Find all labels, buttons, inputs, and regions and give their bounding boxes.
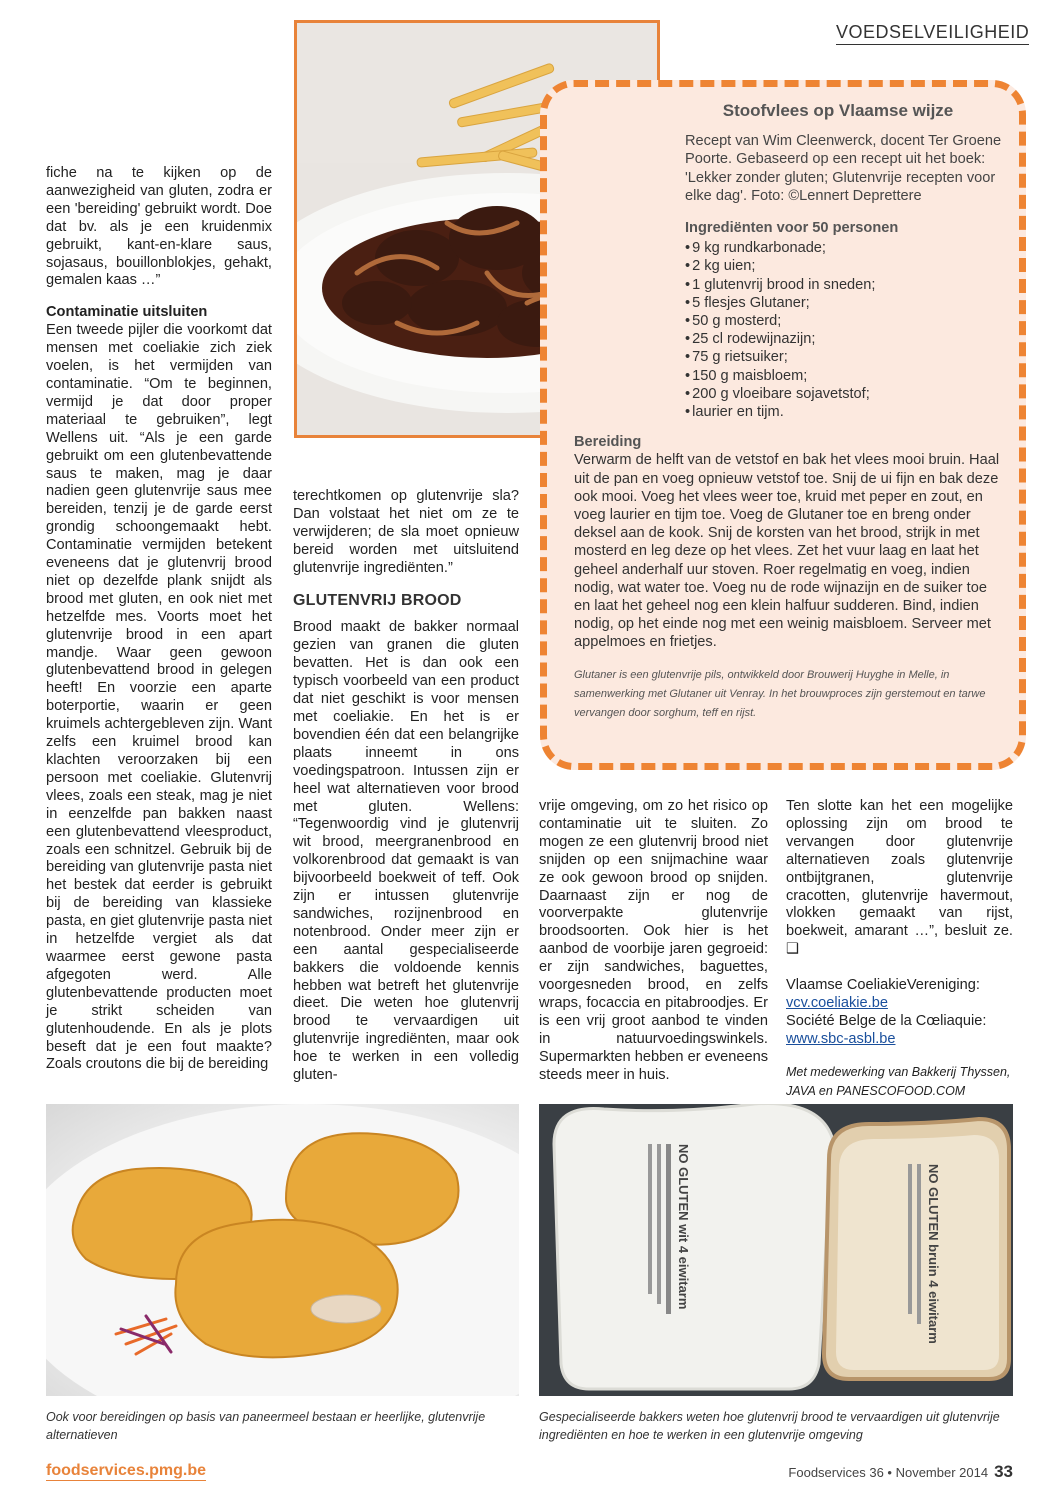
bread-label-right: NO GLUTEN bruin 4 eiwitarm (926, 1164, 941, 1344)
ingredient-item: • 25 cl rodewijnazijn; (685, 330, 1002, 348)
paragraph: Ten slotte kan het een mogelijke oplossing zijn om brood te vervangen door glutenvrije alternatieven zoals glutenvrije ontbijtgranen, glutenvrije cracotten, glutenvrije havermout, vlokken gemaakt van rijst, boekweit, amarant …”, besluit ze. ❑ (786, 798, 1013, 958)
caption-bread: Gespecialiseerde bakkers weten hoe glutenvrij brood te vervaardigen uit glutenvrije ingrediënten en hoe te werken in een glutenvrije omgeving (539, 1410, 1000, 1442)
subheading-contaminatie: Contaminatie uitsluiten (46, 304, 208, 321)
ingredient-item: • laurier en tijm. (685, 403, 1002, 421)
source-label: Société Belge de la Cœliaquie: (786, 1012, 987, 1029)
caption-nuggets: Ook voor bereidingen op basis van paneermeel bestaan er heerlijke, glutenvrije alternatieven (46, 1410, 486, 1442)
section-label: VOEDSELVEILIGHEID (836, 22, 1029, 45)
ingredient-item: • 5 flesjes Glutaner; (685, 294, 1002, 312)
recipe-note: Glutaner is een glutenvrije pils, ontwikkeld door Brouwerij Huyghe in Melle, in samenwerking met Glutaner uit Venray. In het brouwproces zijn gerstemout en tarwe vervangen door sorghum, teff en rijst. (574, 668, 986, 719)
paragraph: terechtkomen op glutenvrije sla? Dan volstaat het niet om ze te verwijderen; de sla moet opnieuw bereid worden met uitsluitend glutenvrije ingrediënten.” (293, 488, 519, 576)
bread-label-left: NO GLUTEN wit 4 eiwitarm (676, 1144, 691, 1310)
issue-info: Foodservices 36 • November 2014 (788, 1465, 989, 1480)
paragraph: Brood maakt de bakker normaal gezien van granen die gluten bevatten. Het is dan ook een typisch voorbeeld van een product dat niet geschikt is voor mensen met coeliakie. En het is er bovendien één dat een belangrijke plaats inneemt in ons voedingspatroon. Intussen zijn er heel wat alternatieven voor brood met gluten. Wellens: “Tegenwoordig vind je glutenvrij wit brood, meergranenbrood en volkorenbrood dat gemaakt is van bijvoorbeeld boekweit of teff. Ook zijn er intussen glutenvrije sandwiches, rozijnenbrood en notenbrood. Onder meer zijn er een aantal gespecialiseerde bakkers die voldoende kennis hebben wat betreft het glutenvrije dieet. Die weten hoe glutenvrij brood te vervaardigen uit glutenvrije ingrediënten, maar ook hoe te werken in een volledig gluten- (293, 619, 519, 1084)
article-column-4 (786, 798, 1013, 1101)
recipe-title: Stoofvlees op Vlaamse wijze (722, 101, 954, 120)
ingredient-item: • 50 g mosterd; (685, 312, 1002, 330)
page-number: 33 (994, 1462, 1013, 1481)
ingredient-item: • 9 kg rundkarbonade; (685, 239, 1002, 257)
ingredients-title: Ingrediënten voor 50 personen (685, 220, 899, 237)
ingredient-item: • 2 kg uien; (685, 257, 1002, 275)
bread-illustration (539, 1104, 1013, 1396)
nuggets-illustration (46, 1104, 519, 1396)
article-column-3 (539, 798, 768, 1085)
recipe-intro: Recept van Wim Cleenwerck, docent Ter Groene Poorte. Gebaseerd op een recept uit het boek: 'Lekker zonder gluten; Glutenvrije recepten voor elke dag'. Foto: ©Lennert Deprettere (685, 133, 1002, 204)
credit-note: Met medewerking van Bakkerij Thyssen, JAVA en PANESCOFOOD.COM (786, 1064, 1011, 1098)
preparation-text: Verwarm de helft van de vetstof en bak het vlees mooi bruin. Haal uit de pan en voeg opnieuw vetstof toe. Snij de ui fijn en bak deze ook mooi. Voeg het vlees weer toe, kruid met peper en zout, en voeg laurier en tijm toe. Voeg de Glutaner toe en breng onder deksel aan de kook. Snij de korsten van het brood, strijk in met mosterd en leg deze op het vlees. Zet het vuur laag en laat het geheel anderhalf uur stoven. Roer regelmatig en voeg, indien nodig, wat water toe. Voeg nu de rode wijnazijn en de suiker toe en laat het geheel nog een klein halfuur sudderen. Bind, indien nodig, op het einde nog met een weinig maisbloem. Serveer met appelmoes en frietjes. (574, 452, 1000, 651)
ingredient-item: • 75 g rietsuiker; (685, 348, 1002, 366)
paragraph: Een tweede pijler die voorkomt dat mensen met coeliakie zich ziek voelen, is het vermijden van contaminatie. “Om te beginnen, vermijd je dat door proper materiaal te gebruiken”, legt Wellens uit. “Als je een garde gebruikt om een glutenbevattende saus te maken, mag je daar nadien geen glutenvrije saus mee bereiden, tenzij je de garde eerst grondig schoongemaakt hebt. Contaminatie vermijden betekent eveneens dat je glutenvrij brood niet op dezelfde plank snijdt als brood met gluten, en ook niet met hetzelfde mes. Voorts moet het glutenvrije brood in een apart mandje. Waar geen gewoon glutenbevattend brood in gelegen heeft! En voorzie een aparte boterportie, waarin er geen kruimels achtergebleven zijn. Want zelfs een kruimel brood kan klachten veroorzaken bij een persoon met coeliakie. Glutenvrij vlees, zoals een steak, mag je niet in eenzelfde pan bakken naast een glutenbevattend vleesproduct, zoals een schnitzel. Gebruik bij de bereiding van glutenvrije pasta niet het bestek dat eerder is gebruikt bij de bereiding van klassieke pasta, en giet glutenvrije pasta niet in hetzelfde vergiet als dat waarmee eerst gewone pasta afgegoten werd. Alle glutenbevattende producten moet je strikt scheiden van glutenhoudende. En als je plots beseft dat je een fout maakte? Zoals croutons die bij de bereiding (46, 322, 272, 1073)
article-column-1 (46, 165, 272, 1074)
preparation-title: Bereiding (574, 434, 642, 451)
ingredient-item: • 1 glutenvrij brood in sneden; (685, 276, 1002, 294)
ingredient-item: • 150 g maisbloem; (685, 367, 1002, 385)
nuggets-photo (46, 1104, 519, 1396)
bread-photo (539, 1104, 1013, 1396)
paragraph: vrije omgeving, om zo het risico op contaminatie uit te sluiten. Zo mogen ze een glutenvrij brood niet snijden op een snijmachine waar ze ook gewoon brood op snijden. Daarnaast zijn er nog de voorverpakte glutenvrije broodsoorten. Ook hier is het aanbod de voorbije jaren gegroeid: er zijn sandwiches, baguettes, voorgesneden brood, en zelfs wraps, focaccia en pitabroodjes. Er is een vrij groot aanbod te vinden in natuurvoedingswinkels. Supermarkten hebben er eveneens steeds meer in huis. (539, 798, 768, 1083)
recipe-content (574, 98, 1002, 723)
footer-website[interactable]: foodservices.pmg.be (46, 1462, 207, 1479)
paragraph: fiche na te kijken op de aanwezigheid van gluten, zodra er een 'bereiding' gebruikt wordt. Doe dat bv. als je een kruidenmix gebruikt, kant-en-klare saus, sojasaus, bouillonblokjes, gehakt, gemalen kaas …” (46, 165, 272, 289)
link-sbc[interactable]: www.sbc-asbl.be (786, 1030, 896, 1047)
footer-issue (788, 1462, 1013, 1482)
ingredients-list (685, 239, 1002, 421)
ingredient-item: • 200 g vloeibare sojavetstof; (685, 385, 1002, 403)
link-vcv[interactable]: vcv.coeliakie.be (786, 995, 888, 1012)
subheading-glutenvrij-brood: GLUTENVRIJ BROOD (293, 591, 462, 609)
source-label: Vlaamse CoeliakieVereniging: (786, 977, 980, 994)
sources-block (786, 977, 1013, 1049)
article-column-2 (293, 488, 519, 1085)
